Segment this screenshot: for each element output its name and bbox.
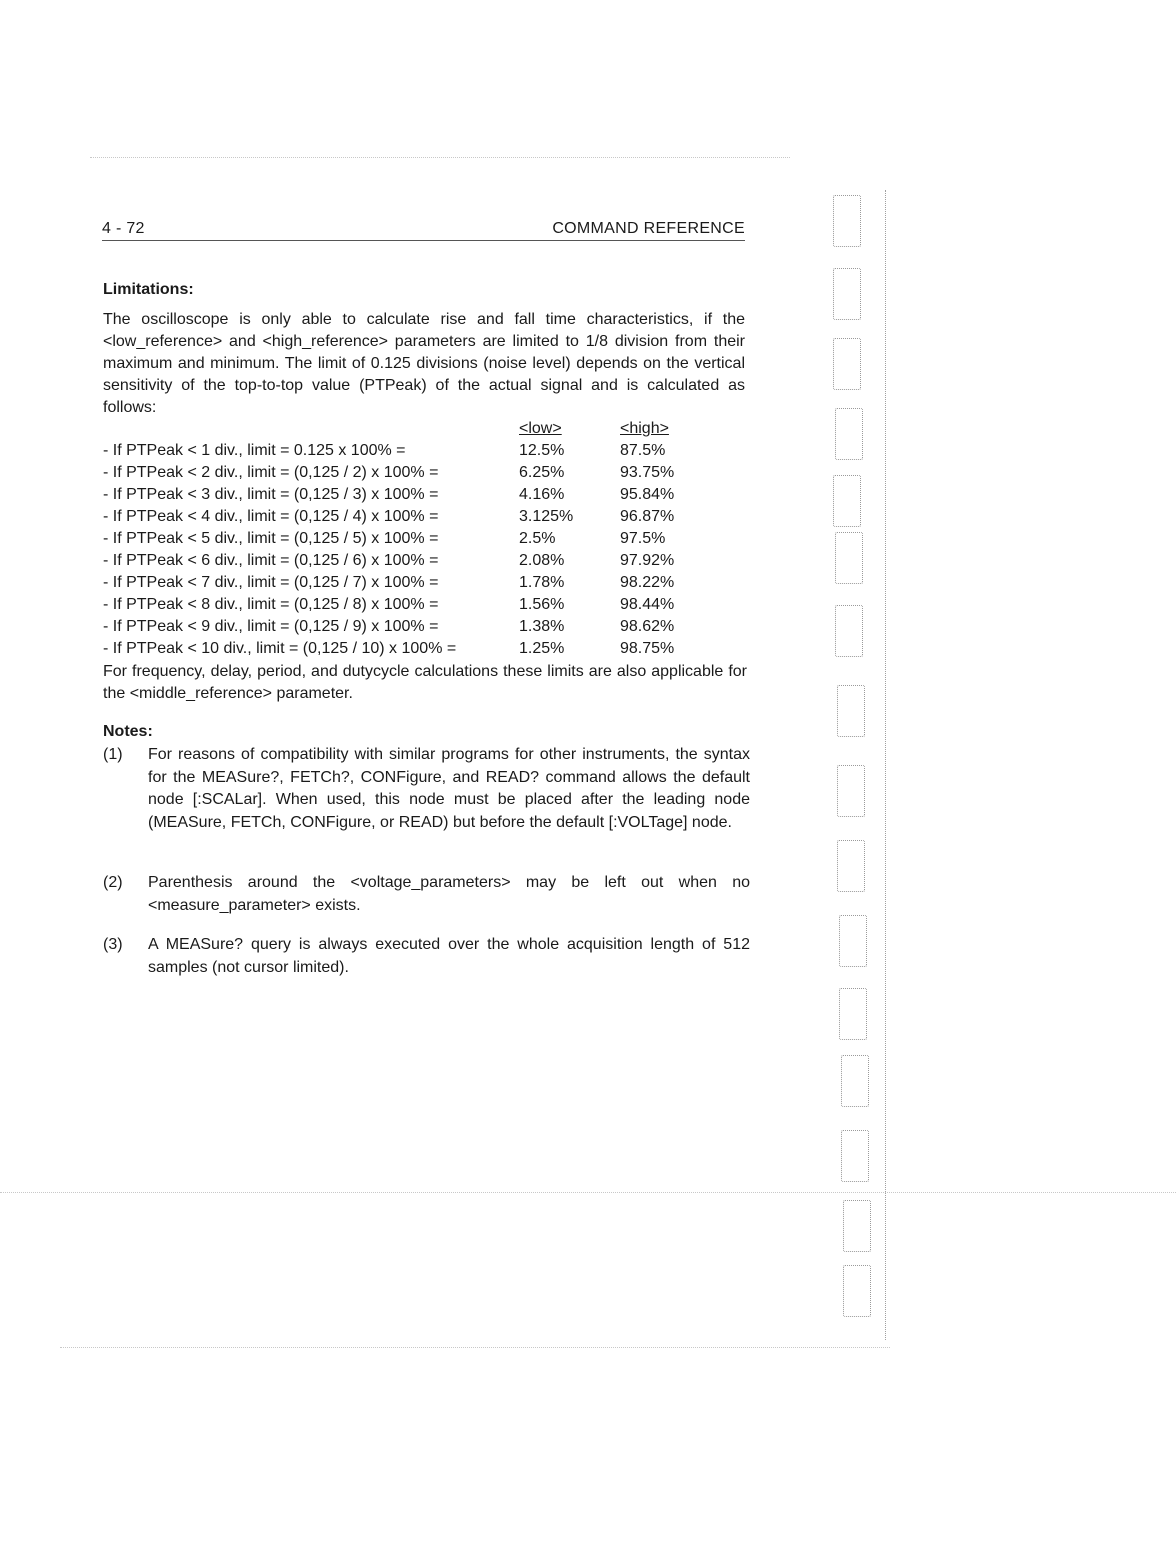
row-high: 98.62% [620, 618, 675, 635]
note-number: (3) [103, 936, 123, 953]
row-high: 98.75% [620, 640, 675, 657]
page-header [102, 218, 745, 241]
index-tab-shadow [835, 408, 863, 460]
row-high: 95.84% [620, 486, 675, 503]
row-low: 6.25% [519, 464, 565, 481]
index-tab-shadow [843, 1200, 871, 1252]
row-expression: - If PTPeak < 8 div., limit = (0,125 / 8) x 100% = [103, 596, 439, 613]
row-low: 1.78% [519, 574, 565, 591]
index-tab-shadow [833, 338, 861, 390]
row-high: 98.44% [620, 596, 675, 613]
index-tab-shadow [841, 1055, 869, 1107]
row-expression: - If PTPeak < 3 div., limit = (0,125 / 3) x 100% = [103, 486, 439, 503]
row-expression: - If PTPeak < 10 div., limit = (0,125 / 10) x 100% = [103, 640, 457, 657]
row-high: 98.22% [620, 574, 675, 591]
scan-artifact-line [60, 1347, 890, 1348]
table-row [103, 440, 753, 462]
row-low: 2.5% [519, 530, 556, 547]
note-text: A MEASure? query is always executed over the whole acquisition length of 512 samples (not cursor limited). [148, 936, 750, 976]
row-expression: - If PTPeak < 4 div., limit = (0,125 / 4) x 100% = [103, 508, 439, 525]
note-text: For reasons of compatibility with similar programs for other instruments, the syntax for the MEASure?, FETCh?, CONFigure, and READ? command allows the default node [:SCALar]. When used, this node must be placed after the leading node (MEASure, FETCh, CONFigure, or READ) but before the default [:VOLTage] node. [148, 746, 750, 831]
row-low: 1.56% [519, 596, 565, 613]
row-high: 93.75% [620, 464, 675, 481]
row-high: 97.5% [620, 530, 666, 547]
row-high: 96.87% [620, 508, 675, 525]
scan-artifact-line [0, 1192, 1176, 1193]
table-row [103, 484, 753, 506]
column-high: <high> [620, 420, 669, 437]
table-row [103, 528, 753, 550]
index-tab-shadow [837, 685, 865, 737]
limits-table-header [103, 418, 753, 440]
row-high: 87.5% [620, 442, 666, 459]
scan-artifact-line [90, 157, 790, 158]
index-tab-shadow [841, 1130, 869, 1182]
index-tab-shadow [839, 988, 867, 1040]
row-low: 4.16% [519, 486, 565, 503]
index-tab-shadow [833, 475, 861, 527]
row-expression: - If PTPeak < 1 div., limit = 0.125 x 100% = [103, 442, 406, 459]
limitations-closing: For frequency, delay, period, and dutycycle calculations these limits are also applicable for the <middle_reference> parameter. [103, 663, 747, 702]
row-low: 12.5% [519, 442, 565, 459]
table-row [103, 616, 753, 638]
note-item [103, 934, 750, 979]
note-text: Parenthesis around the <voltage_parameters> may be left out when no <measure_parameter> exists. [148, 874, 750, 914]
index-tab-shadow [843, 1265, 871, 1317]
table-row [103, 638, 753, 660]
index-tab-shadow [835, 605, 863, 657]
row-expression: - If PTPeak < 5 div., limit = (0,125 / 5) x 100% = [103, 530, 439, 547]
index-tab-shadow [835, 532, 863, 584]
table-row [103, 550, 753, 572]
index-tab-shadow [837, 840, 865, 892]
row-low: 2.08% [519, 552, 565, 569]
row-expression: - If PTPeak < 2 div., limit = (0,125 / 2) x 100% = [103, 464, 439, 481]
limitations-intro: The oscilloscope is only able to calculate rise and fall time characteristics, if the <low_reference> and <high_reference> parameters are limited to 1/8 division from their maximum and minimum. The limit of 0.125 divisions (noise level) depends on the vertical sensitivity of the top-to-top value (PTPeak) of the actual signal and is calculated as follows: [103, 311, 745, 416]
section-title-header: COMMAND REFERENCE [552, 220, 745, 237]
row-high: 97.92% [620, 552, 675, 569]
table-row [103, 506, 753, 528]
index-tab-shadow [837, 765, 865, 817]
row-low: 3.125% [519, 508, 574, 525]
table-row [103, 462, 753, 484]
row-expression: - If PTPeak < 7 div., limit = (0,125 / 7) x 100% = [103, 574, 439, 591]
note-item [103, 872, 750, 917]
row-low: 1.25% [519, 640, 565, 657]
note-item [103, 744, 750, 834]
index-tab-shadow [833, 268, 861, 320]
limits-table [103, 418, 753, 660]
note-number: (1) [103, 746, 123, 763]
page-number: 4 - 72 [102, 220, 145, 237]
row-low: 1.38% [519, 618, 565, 635]
row-expression: - If PTPeak < 6 div., limit = (0,125 / 6) x 100% = [103, 552, 439, 569]
table-row [103, 572, 753, 594]
index-tab-shadow [833, 195, 861, 247]
row-expression: - If PTPeak < 9 div., limit = (0,125 / 9) x 100% = [103, 618, 439, 635]
table-row [103, 594, 753, 616]
index-tab-shadow [839, 915, 867, 967]
note-number: (2) [103, 874, 123, 891]
limitations-heading: Limitations: [103, 281, 194, 298]
notes-heading: Notes: [103, 723, 153, 740]
margin-index-tabs [825, 150, 895, 1350]
column-low: <low> [519, 420, 562, 437]
